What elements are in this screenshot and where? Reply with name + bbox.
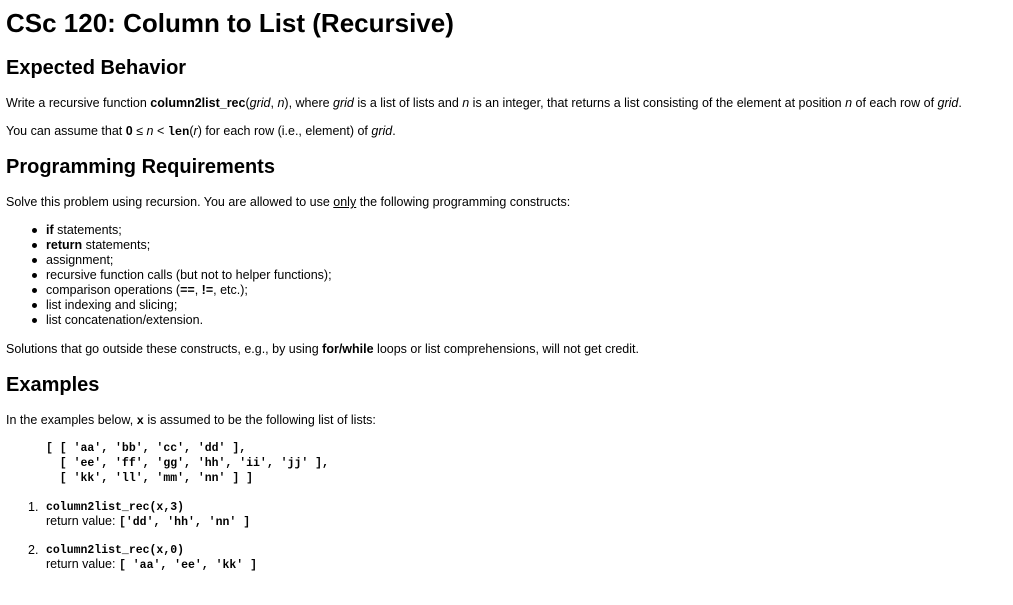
param-n: n [277, 96, 285, 110]
text: is assumed to be the following list of lists: [143, 413, 376, 427]
text: comparison operations ( [46, 283, 181, 297]
programming-requirements-heading: Programming Requirements [6, 156, 275, 178]
example-call: column2list_rec(x,0) [46, 544, 185, 557]
text: . [958, 96, 962, 110]
text: statements; [53, 223, 122, 237]
expected-behavior-heading: Expected Behavior [6, 57, 187, 79]
return-value: ['dd', 'hh', 'nn' ] [118, 516, 251, 529]
list-item [32, 223, 332, 238]
text: , etc.); [213, 283, 248, 297]
text: . [392, 124, 396, 138]
term-grid: grid [937, 96, 959, 110]
operator-eq: == [180, 283, 195, 297]
text: Write a recursive function [6, 96, 151, 110]
text: the following programming constructs: [356, 195, 571, 209]
text: return value: [46, 514, 119, 528]
text: ( [245, 96, 250, 110]
keyword: return [46, 238, 83, 252]
expected-paragraph-2 [6, 123, 396, 140]
example-number: 1. [28, 500, 39, 514]
text: , [194, 283, 202, 297]
term-n: n [845, 96, 853, 110]
term-grid: grid [371, 124, 393, 138]
term-grid: grid [333, 96, 354, 110]
text: is an integer, that returns a list consisting of the element at position [469, 96, 846, 110]
text: , where [288, 96, 334, 110]
text: ) [284, 96, 289, 110]
example-number: 2. [28, 543, 39, 557]
code-var: x [136, 414, 144, 428]
list-item [32, 268, 332, 283]
expected-paragraph-1 [6, 95, 962, 111]
text: ≤ [132, 124, 147, 138]
text: assignment; [46, 253, 114, 267]
function-name: column2list_rec [150, 96, 246, 110]
examples-intro [6, 412, 376, 429]
text: for each row (i.e., element) of [201, 124, 372, 138]
code-block: [ [ 'aa', 'bb', 'cc', 'dd' ], [ 'ee', 'ff', 'gg', 'hh', 'ii', 'jj' ], [ 'kk', 'll', 'mm', 'nn' ] ] [46, 442, 329, 485]
text: of each row of [852, 96, 938, 110]
example-return [46, 514, 250, 530]
text: statements; [82, 238, 151, 252]
text: recursive function calls (but not to helper functions); [46, 268, 332, 282]
term-r: r [193, 124, 198, 138]
param-grid: grid [249, 96, 271, 110]
operator-neq: != [201, 283, 214, 297]
text: Solve this problem using recursion. You are allowed to use [6, 195, 334, 209]
example-call: column2list_rec(x,3) [46, 501, 185, 514]
text: return value: [46, 557, 119, 571]
keyword: if [46, 223, 54, 237]
text: list concatenation/extension. [46, 313, 204, 327]
list-item [32, 313, 332, 328]
math-zero: 0 [125, 124, 133, 138]
emphasis-only: only [333, 195, 357, 209]
text: , [270, 96, 278, 110]
example-return [46, 557, 257, 573]
page-title: CSc 120: Column to List (Recursive) [6, 8, 454, 38]
list-item [32, 298, 332, 313]
list-item [32, 253, 332, 268]
code-len: len [167, 125, 190, 139]
list-item [32, 283, 332, 298]
text: You can assume that [6, 124, 126, 138]
keyword: for/while [322, 342, 374, 356]
text: is a list of lists and [353, 96, 463, 110]
return-value: [ 'aa', 'ee', 'kk' ] [118, 559, 257, 572]
text: loops or list comprehensions, will not get credit. [373, 342, 639, 356]
requirements-list [32, 223, 332, 328]
requirements-footer [6, 341, 639, 357]
text: Solutions that go outside these constructs, e.g., by using [6, 342, 323, 356]
text: list indexing and slicing; [46, 298, 178, 312]
requirements-intro [6, 194, 570, 210]
text: ( [189, 124, 194, 138]
text: ) [197, 124, 202, 138]
text: In the examples below, [6, 413, 137, 427]
term-n: n [462, 96, 470, 110]
list-item [32, 238, 332, 253]
examples-heading: Examples [6, 374, 100, 396]
text: < [153, 124, 168, 138]
term-n: n [146, 124, 154, 138]
